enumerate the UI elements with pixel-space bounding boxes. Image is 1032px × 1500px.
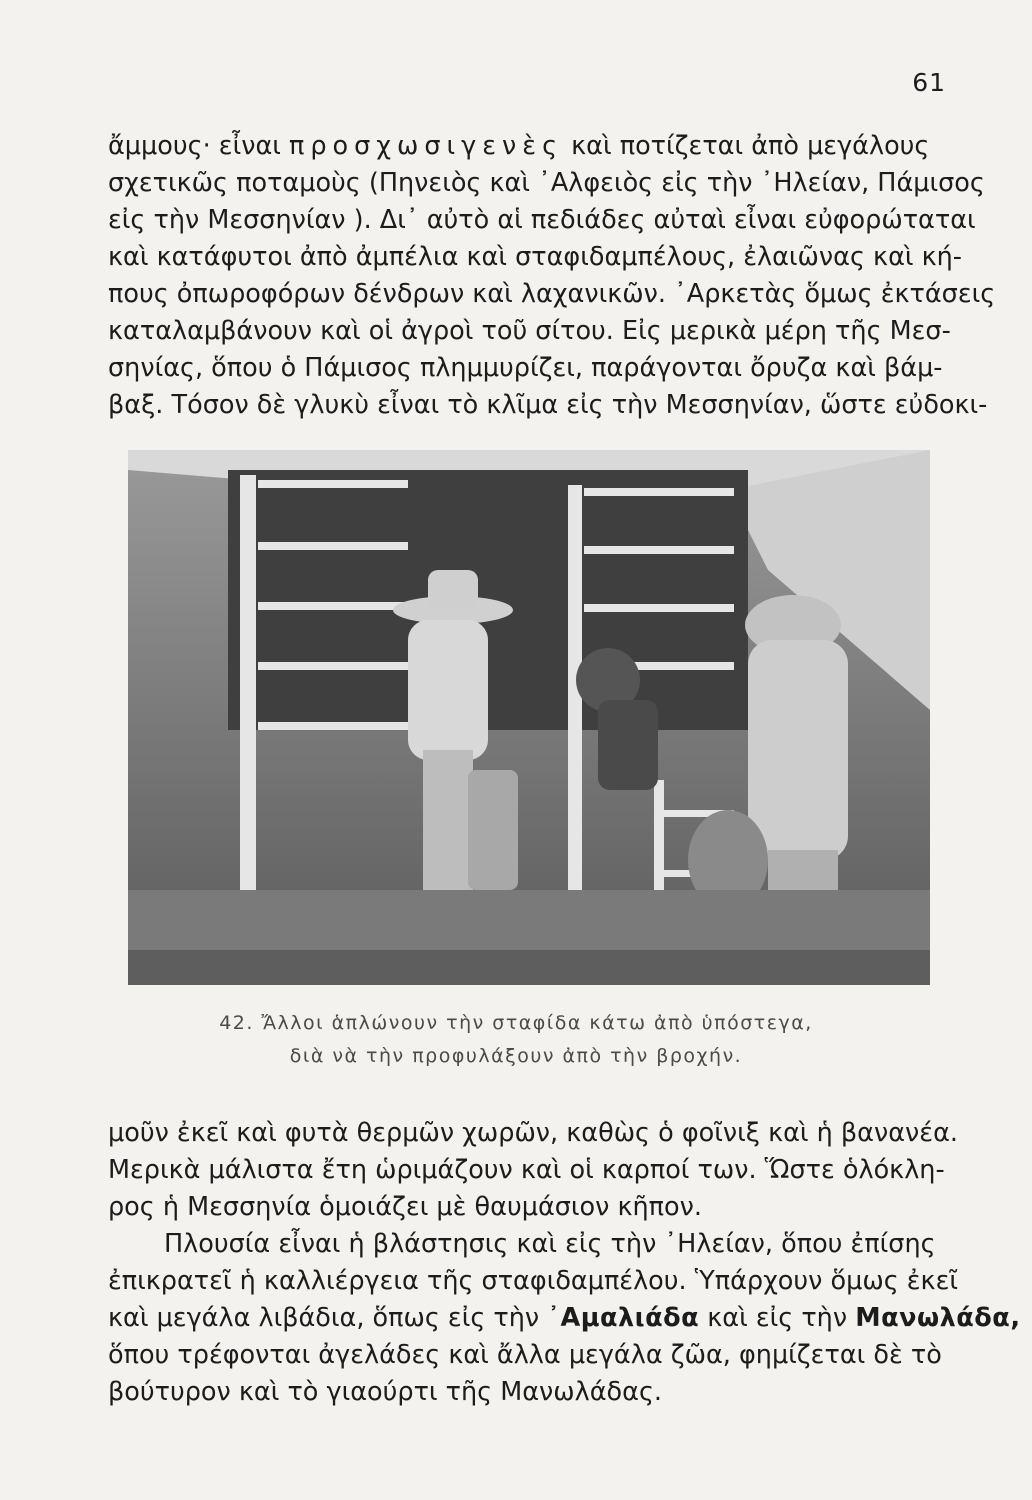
text-line: βαξ. Τόσον δὲ γλυκὺ εἶναι τὸ κλῖμα εἰς τὴν Μεσσηνίαν, ὥστε εὐδοκι- (108, 390, 988, 420)
text-line: ὅπου τρέφονται ἀγελάδες καὶ ἄλλα μεγάλα ζῶα, φημίζεται δὲ τὸ (108, 1340, 942, 1370)
text-line: ρος ἡ Μεσσηνία ὁμοιάζει μὲ θαυμάσιον κῆπον. (108, 1192, 702, 1222)
text-line: πους ὀπωροφόρων δένδρων καὶ λαχανικῶν. ᾿Αρκετὰς ὅμως ἐκτάσεις (108, 279, 996, 309)
page-number: 61 (912, 68, 946, 97)
text-line: ἐπικρατεῖ ἡ καλλιέργεια τῆς σταφιδαμπέλου. Ὑπάρχουν ὅμως ἐκεῖ (108, 1266, 958, 1296)
text-line: Μερικὰ μάλιστα ἔτη ὡριμάζουν καὶ οἱ καρποί των. Ὥστε ὁλόκλη- (108, 1155, 945, 1185)
text-line: βούτυρον καὶ τὸ γιαούρτι τῆς Μανωλάδας. (108, 1377, 663, 1407)
text-line: εἰς τὴν Μεσσηνίαν ). Δι᾿ αὐτὸ αἱ πεδιάδες αὐταὶ εἶναι εὐφορώταται (108, 205, 976, 235)
figure-photo (128, 450, 930, 985)
place-name-manolada: Μανωλάδα, (855, 1303, 1021, 1333)
bottom-paragraph (108, 1115, 1021, 1411)
figure-caption: 42. Ἄλλοι ἁπλώνουν τὴν σταφίδα κάτω ἀπὸ ὑπόστεγα, (219, 1012, 813, 1034)
photo-drying-raisins (128, 450, 930, 985)
text-line: καὶ κατάφυτοι ἀπὸ ἀμπέλια καὶ σταφιδαμπέλους, ἐλαιῶνας καὶ κή- (108, 242, 963, 272)
text-line: σηνίας, ὅπου ὁ Πάμισος πλημμυρίζει, παράγονται ὄρυζα καὶ βάμ- (108, 353, 943, 383)
text-line: καὶ μεγάλα λιβάδια, ὅπως εἰς τὴν ᾿Αμαλιάδα καὶ εἰς τὴν Μανωλάδα, (108, 1303, 1021, 1333)
top-paragraph (108, 128, 996, 424)
text-line: σχετικῶς ποταμοὺς (Πηνειὸς καὶ ᾿Αλφειὸς εἰς τὴν ᾿Ηλείαν, Πάμισος (108, 168, 985, 198)
text-line: Πλουσία εἶναι ἡ βλάστησις καὶ εἰς τὴν ᾿Ηλείαν, ὅπου ἐπίσης (164, 1229, 936, 1259)
text-line: ἄμμους· εἶναι προσχωσιγενὲς καὶ ποτίζεται ἀπὸ μεγάλους (108, 131, 930, 161)
figure-caption: διὰ νὰ τὴν προφυλάξουν ἀπὸ τὴν βροχήν. (289, 1045, 743, 1067)
spaced-word: προσχωσιγενὲς (289, 131, 564, 161)
basket (468, 770, 518, 890)
text-line: μοῦν ἐκεῖ καὶ φυτὰ θερμῶν χωρῶν, καθὼς ὁ φοῖνιξ καὶ ἡ βανανέα. (108, 1118, 958, 1148)
text-line: καταλαμβάνουν καὶ οἱ ἀγροὶ τοῦ σίτου. Εἰς μερικὰ μέρη τῆς Μεσ- (108, 316, 951, 346)
place-name-amaliada: ᾿Αμαλιάδα (547, 1303, 700, 1333)
